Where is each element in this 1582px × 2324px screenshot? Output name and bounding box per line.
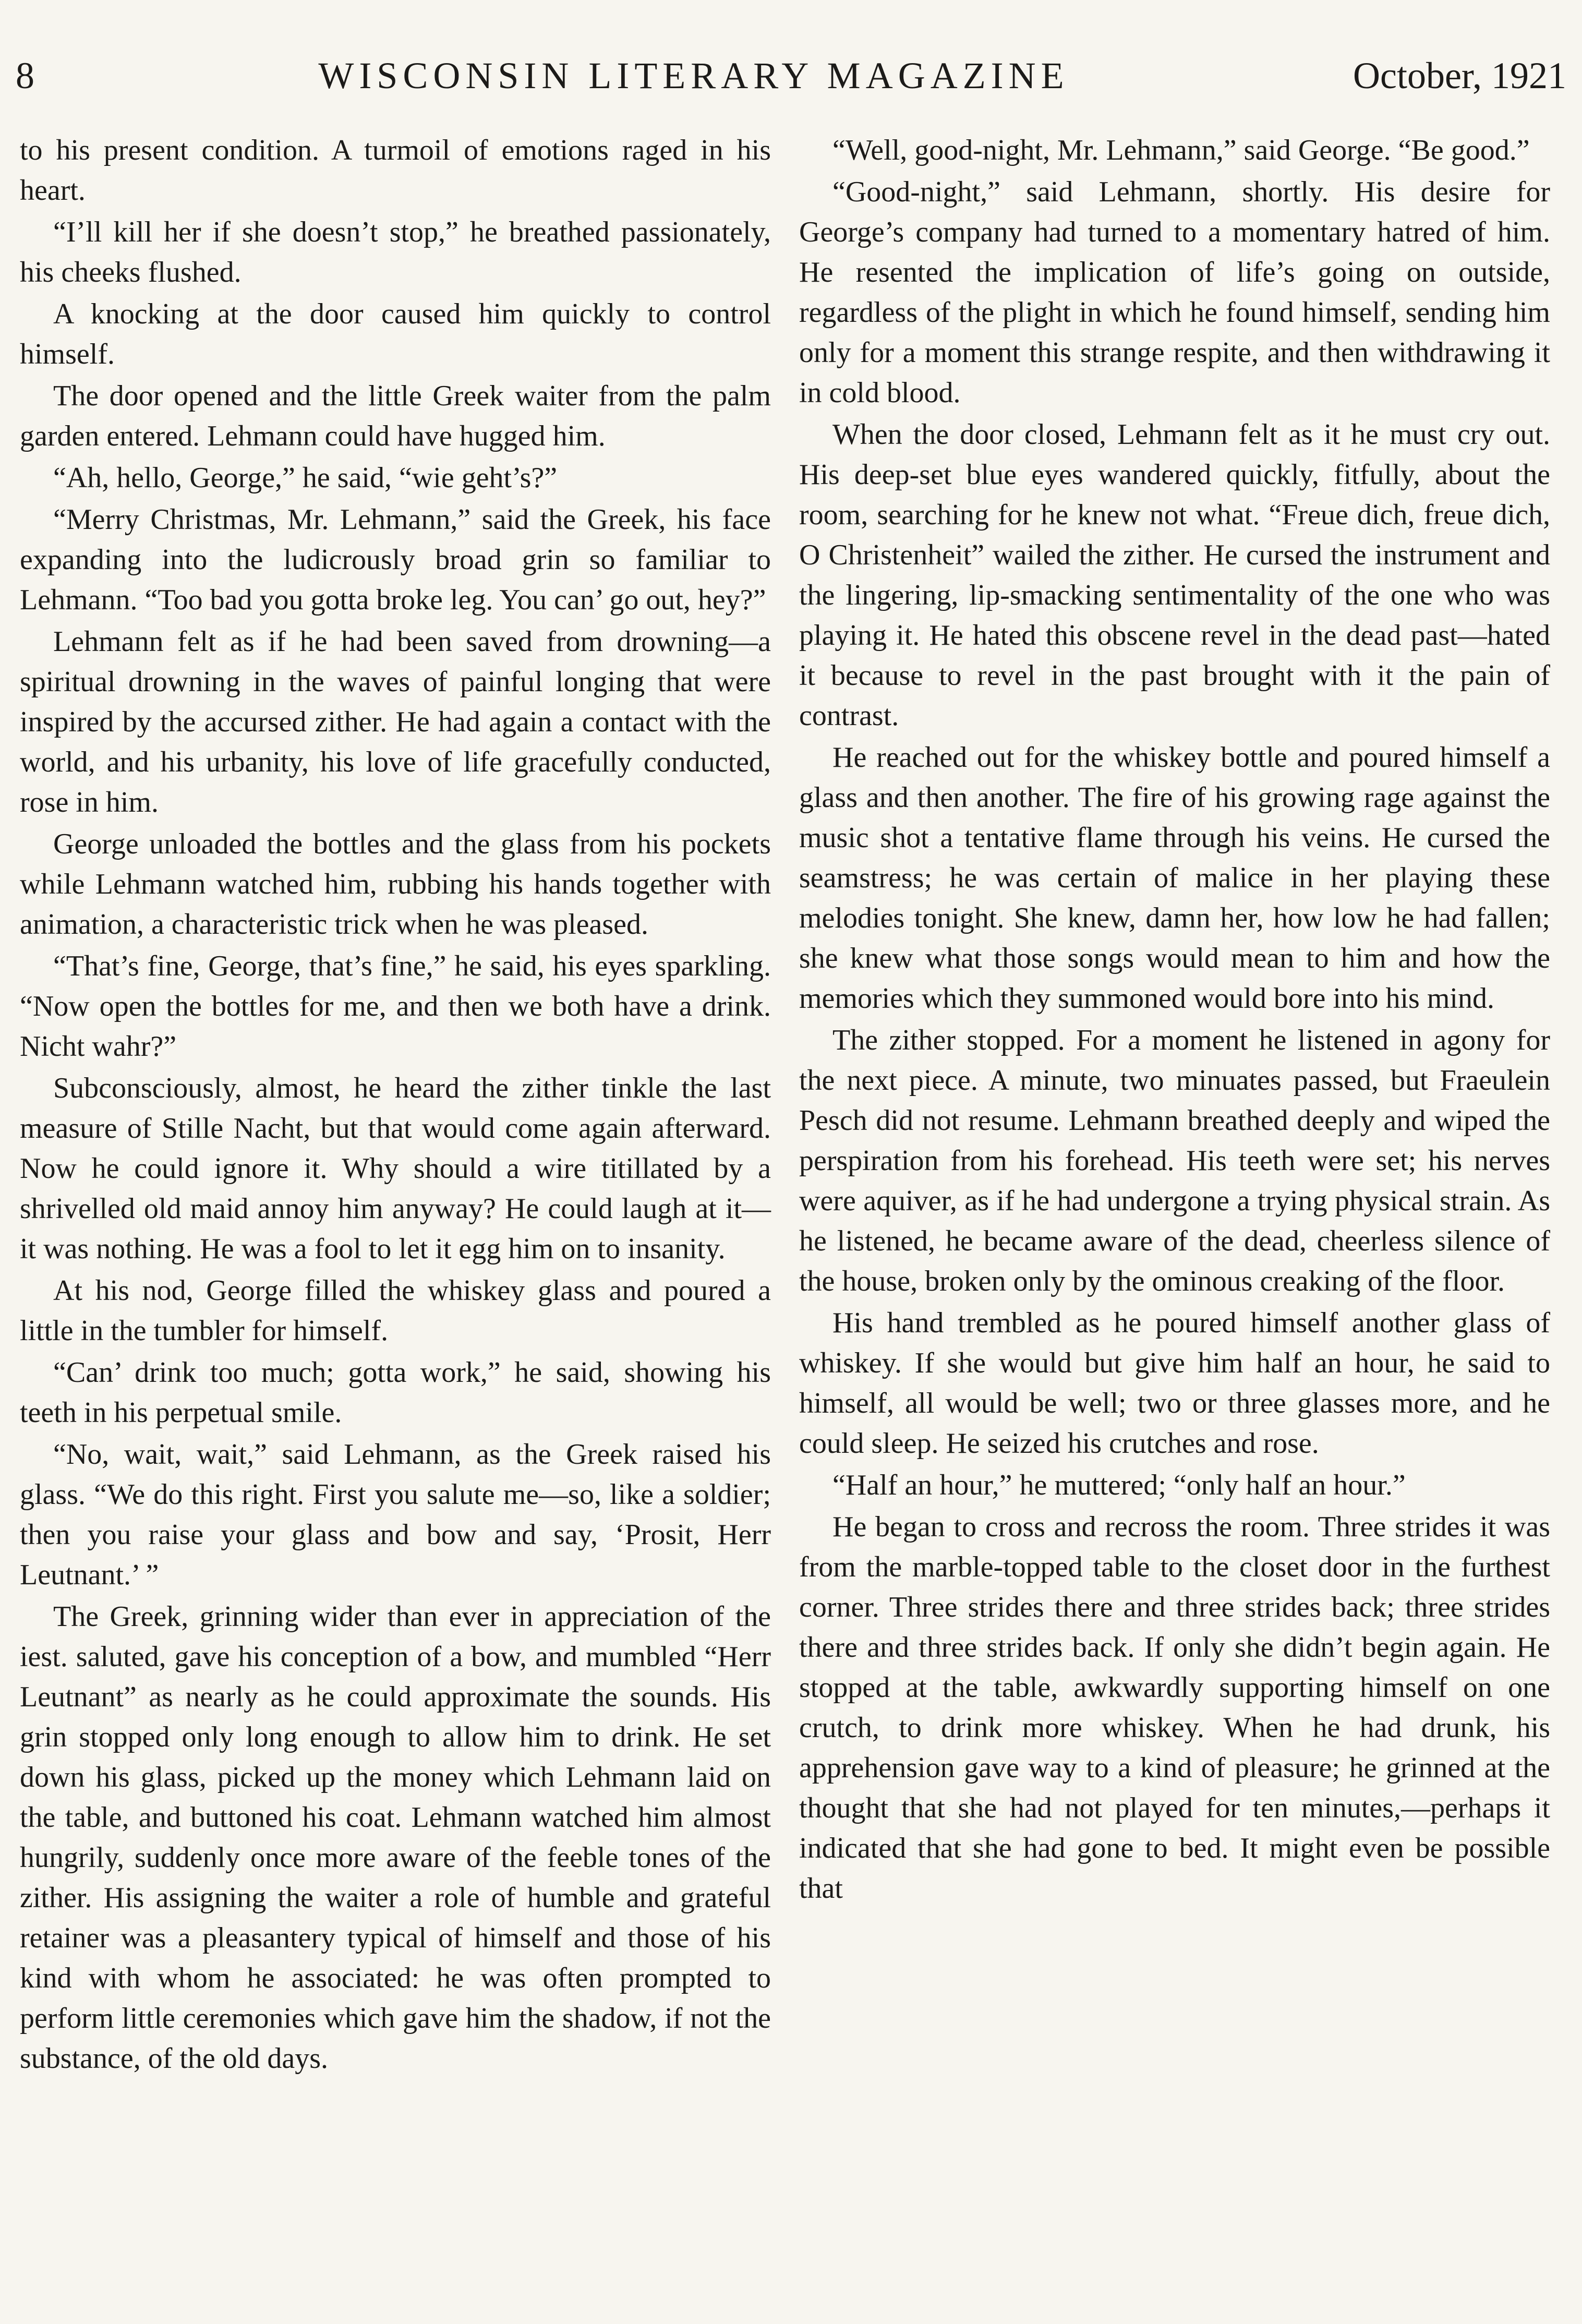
paragraph: The zither stopped. For a moment he listened in agony for the next piece. A minute, two minuates passed, but Fraeulein Pesch did not resume. Lehmann breathed deeply and wiped the perspiration from his forehead. His teeth were set; his nerves were aquiver, as if he had undergone a trying physical strain. As he listened, he became aware of the dead, cheerless silence of the house, broken only by the ominous creaking of the floor.: [799, 1024, 1550, 1297]
page-header: [16, 47, 1566, 104]
paragraph: The door opened and the little Greek waiter from the palm garden entered. Lehmann could have hugged him.: [20, 380, 771, 452]
paragraph: The Greek, grinning wider than ever in appreciation of the iest. saluted, gave his conception of a bow, and mumbled “Herr Leutnant” as nearly as he could approximate the sounds. His grin stopped only long enough to allow him to drink. He set down his glass, picked up the money which Lehmann laid on the table, and buttoned his coat. Lehmann watched him almost hungrily, suddenly once more aware of the feeble tones of the zither. His assigning the waiter a role of humble and grateful retainer was a pleasantery typical of himself and those of his kind with whom he associated: he was often prompted to perform little ceremonies which gave him the shadow, if not the substance, of the old days.: [20, 1600, 771, 2075]
paragraph: He began to cross and recross the room. Three strides it was from the marble-topped table to the closet door in the furthest corner. Three strides there and three strides back; three strides there and three strides back. If only she didn’t begin again. He stopped at the table, awkwardly supporting himself on one crutch, to drink more whiskey. When he had drunk, his apprehension gave way to a kind of pleasure; he grinned at the thought that she had not played for ten minutes,—perhaps it indicated that she had gone to bed. It might even be possible that: [799, 1511, 1550, 1905]
paragraph: At his nod, George filled the whiskey glass and poured a little in the tumbler for himself.: [20, 1274, 771, 1347]
paragraph: “Good-night,” said Lehmann, shortly. His desire for George’s company had turned to a momentary hatred of him. He resented the implication of life’s going on outside, regardless of the plight in which he found himself, sending him only for a moment this strange respite, and then withdrawing it in cold blood.: [799, 176, 1550, 409]
paragraph: “Can’ drink too much; gotta work,” he said, showing his teeth in his perpetual smile.: [20, 1356, 771, 1429]
paragraph: “Half an hour,” he muttered; “only half an hour.”: [832, 1469, 1406, 1501]
paragraph: Lehmann felt as if he had been saved from drowning—a spiritual drowning in the waves of painful longing that were inspired by the accursed zither. He had again a contact with the world, and his urbanity, his love of life gracefully conducted, rose in him.: [20, 625, 771, 818]
paragraph: “Well, good-night, Mr. Lehmann,” said George. “Be good.”: [832, 134, 1530, 166]
paragraph: A knocking at the door caused him quickly to control himself.: [20, 298, 771, 370]
paragraph: to his present condition. A turmoil of emotions raged in his heart.: [20, 134, 771, 207]
paragraph: “No, wait, wait,” said Lehmann, as the Greek raised his glass. “We do this right. First you salute me—so, like a soldier; then you raise your glass and bow and say, ‘Prosit, Herr Leutnant.’ ”: [20, 1438, 771, 1591]
paragraph: George unloaded the bottles and the glass from his pockets while Lehmann watched him, rubbing his hands together with animation, a characteristic trick when he was pleased.: [20, 828, 771, 941]
masthead-title: WISCONSIN LITERARY MAGAZINE: [318, 54, 1069, 97]
paragraph: “I’ll kill her if she doesn’t stop,” he breathed passionately, his cheeks flushed.: [20, 216, 771, 288]
paragraph: “Merry Christmas, Mr. Lehmann,” said the Greek, his face expanding into the ludicrously broad grin so familiar to Lehmann. “Too bad you gotta broke leg. You can’ go out, hey?”: [20, 503, 771, 616]
right-column: [799, 130, 1550, 1910]
paragraph: His hand trembled as he poured himself another glass of whiskey. If she would but give him half an hour, he said to himself, all would be well; two or three glasses more, and he could sleep. He seized his crutches and rose.: [799, 1307, 1550, 1460]
paragraph: When the door closed, Lehmann felt as it he must cry out. His deep-set blue eyes wandered quickly, fitfully, about the room, searching for he knew not what. “Freue dich, freue dich, O Christenheit” wailed the zither. He cursed the instrument and the lingering, lip-smacking sentimentality of the one who was playing it. He hated this obscene revel in the dead past—hated it because to revel in the past brought with it the pain of contrast.: [799, 418, 1550, 732]
paragraph: “That’s fine, George, that’s fine,” he said, his eyes sparkling. “Now open the bottles for me, and then we both have a drink. Nicht wahr?”: [20, 950, 771, 1063]
paragraph: Subconsciously, almost, he heard the zither tinkle the last measure of Stille Nacht, but that would come again afterward. Now he could ignore it. Why should a wire titillated by a shrivelled old maid annoy him anyway? He could laugh at it—it was nothing. He was a fool to let it egg him on to insanity.: [20, 1072, 771, 1265]
paragraph: “Ah, hello, George,” he said, “wie geht’s?”: [53, 462, 558, 494]
left-column: [20, 130, 771, 2080]
issue-date: October, 1921: [1352, 54, 1566, 97]
paragraph: He reached out for the whiskey bottle and poured himself a glass and then another. The fire of his growing rage against the music shot a tentative flame through his veins. He cursed the seamstress; he was certain of malice in her playing these melodies tonight. She knew, damn her, how low he had fallen; she knew what those songs would mean to him and how the memories which they summoned would bore into his mind.: [799, 741, 1550, 1015]
page-number: 8: [16, 54, 34, 97]
